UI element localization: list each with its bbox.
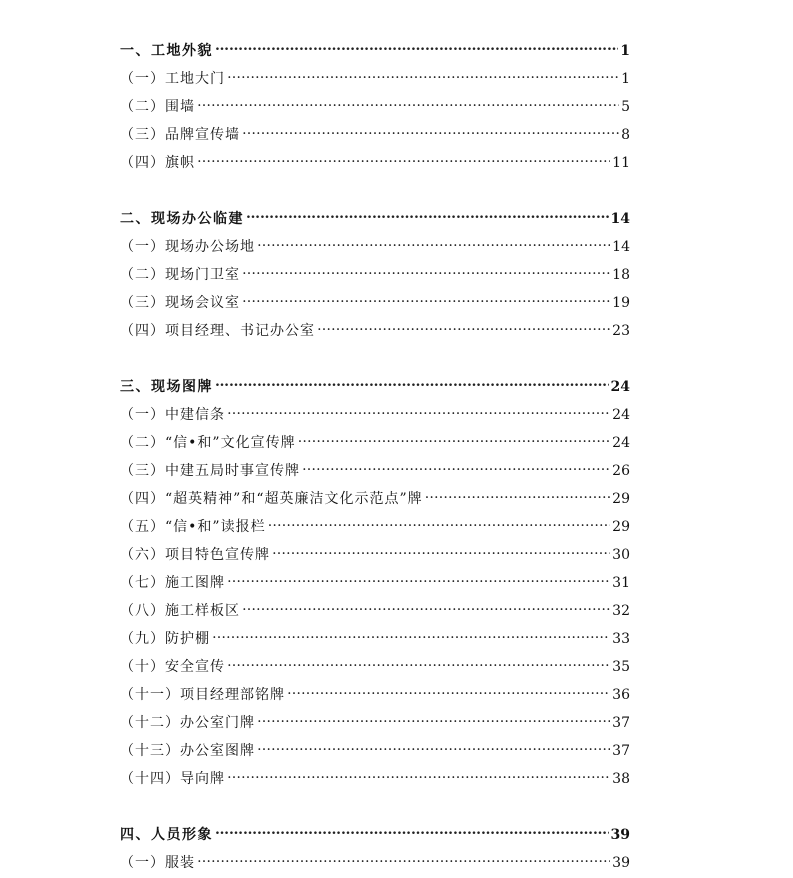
- leader-dots: [257, 737, 610, 755]
- toc-page-number: 1: [620, 43, 630, 59]
- toc-entry[interactable]: [120, 149, 630, 172]
- toc-label: （四）旗帜: [120, 155, 195, 171]
- toc-page-number: 19: [612, 295, 630, 311]
- toc-entry[interactable]: [120, 569, 630, 592]
- toc-label: （十一）项目经理部铭牌: [120, 687, 285, 703]
- toc-page-number: 26: [612, 463, 630, 479]
- toc-label: （九）防护棚: [120, 631, 210, 647]
- toc-entry[interactable]: [120, 681, 630, 704]
- toc-page-number: 36: [612, 687, 630, 703]
- toc-page-number: 37: [612, 715, 630, 731]
- toc-entry[interactable]: [120, 93, 630, 116]
- toc-label: （五）“信•和”读报栏: [120, 519, 266, 535]
- leader-dots: [257, 709, 610, 727]
- toc-label: （十）安全宣传: [120, 659, 225, 675]
- toc-page-number: 1: [621, 71, 630, 87]
- leader-dots: [257, 233, 610, 251]
- toc-label: （一）中建信条: [120, 407, 225, 423]
- leader-dots: [272, 541, 610, 559]
- leader-dots: [246, 205, 609, 223]
- toc-label: （四）“超英精神”和“超英廉洁文化示范点”牌: [120, 491, 423, 507]
- toc-page-number: 38: [612, 771, 630, 787]
- toc-heading-3[interactable]: [120, 373, 630, 396]
- toc-label: （一）服装: [120, 855, 195, 871]
- toc-page-number: 29: [612, 519, 630, 535]
- toc-page-number: 14: [610, 211, 630, 227]
- toc-page-number: 32: [612, 603, 630, 619]
- toc-label: 四、人员形象: [120, 827, 213, 843]
- toc-label: （三）品牌宣传墙: [120, 127, 240, 143]
- toc-label: （十三）办公室图牌: [120, 743, 255, 759]
- toc-heading-4[interactable]: [120, 821, 630, 844]
- leader-dots: [215, 821, 609, 839]
- toc-label: （十二）办公室门牌: [120, 715, 255, 731]
- leader-dots: [242, 261, 610, 279]
- leader-dots: [197, 849, 610, 867]
- toc-entry[interactable]: [120, 429, 630, 452]
- leader-dots: [212, 625, 610, 643]
- toc-entry[interactable]: [120, 765, 630, 788]
- toc-label: （三）中建五局时事宣传牌: [120, 463, 300, 479]
- toc-label: （二）围墙: [120, 99, 195, 115]
- toc-page-number: 8: [621, 127, 630, 143]
- leader-dots: [227, 65, 619, 83]
- leader-dots: [227, 765, 610, 783]
- leader-dots: [197, 93, 619, 111]
- toc-entry[interactable]: [120, 541, 630, 564]
- toc-entry[interactable]: [120, 709, 630, 732]
- toc-page-number: 35: [612, 659, 630, 675]
- leader-dots: [298, 429, 611, 447]
- leader-dots: [242, 289, 610, 307]
- toc-page-number: 37: [612, 743, 630, 759]
- toc-heading-1[interactable]: [120, 37, 630, 60]
- leader-dots: [242, 121, 619, 139]
- toc-label: （六）项目特色宣传牌: [120, 547, 270, 563]
- toc-page-number: 24: [610, 379, 630, 395]
- toc-entry[interactable]: [120, 261, 630, 284]
- leader-dots: [302, 457, 610, 475]
- toc-label: （十四）导向牌: [120, 771, 225, 787]
- toc-page-number: 30: [612, 547, 630, 563]
- toc-page-number: 31: [612, 575, 630, 591]
- toc-label: （二）现场门卫室: [120, 267, 240, 283]
- toc-entry[interactable]: [120, 317, 630, 340]
- leader-dots: [215, 373, 609, 391]
- leader-dots: [227, 569, 610, 587]
- toc-label: 一、工地外貌: [120, 43, 213, 59]
- toc-page-number: 33: [612, 631, 630, 647]
- toc-page-number: 14: [612, 239, 630, 255]
- toc-label: 二、现场办公临建: [120, 211, 244, 227]
- toc-page-number: 39: [610, 827, 630, 843]
- toc-page-number: 24: [612, 435, 630, 451]
- leader-dots: [268, 513, 611, 531]
- toc-page-number: 5: [621, 99, 630, 115]
- toc-label: （三）现场会议室: [120, 295, 240, 311]
- toc-entry[interactable]: [120, 513, 630, 536]
- toc-entry[interactable]: [120, 289, 630, 312]
- toc-label: 三、现场图牌: [120, 379, 213, 395]
- toc-entry[interactable]: [120, 65, 630, 88]
- leader-dots: [197, 149, 610, 167]
- leader-dots: [215, 37, 618, 55]
- toc-label: （四）项目经理、书记办公室: [120, 323, 315, 339]
- toc-entry[interactable]: [120, 121, 630, 144]
- toc-label: （八）施工样板区: [120, 603, 240, 619]
- toc-entry[interactable]: [120, 233, 630, 256]
- leader-dots: [425, 485, 611, 503]
- toc-page-number: 24: [612, 407, 630, 423]
- toc-entry[interactable]: [120, 457, 630, 480]
- toc-label: （七）施工图牌: [120, 575, 225, 591]
- toc-page-number: 29: [612, 491, 630, 507]
- toc-entry[interactable]: [120, 653, 630, 676]
- toc-label: （一）现场办公场地: [120, 239, 255, 255]
- toc-page-number: 11: [612, 155, 630, 171]
- toc-entry[interactable]: [120, 401, 630, 424]
- toc-page-number: 23: [612, 323, 630, 339]
- toc-label: （二）“信•和”文化宣传牌: [120, 435, 296, 451]
- toc-entry[interactable]: [120, 625, 630, 648]
- toc-heading-2[interactable]: [120, 205, 630, 228]
- toc-page-number: 39: [612, 855, 630, 871]
- leader-dots: [227, 653, 610, 671]
- leader-dots: [242, 597, 610, 615]
- leader-dots: [227, 401, 610, 419]
- toc-entry[interactable]: [120, 849, 630, 872]
- toc-entry[interactable]: [120, 597, 630, 620]
- leader-dots: [287, 681, 610, 699]
- toc-label: （一）工地大门: [120, 71, 225, 87]
- toc-entry[interactable]: [120, 485, 630, 508]
- toc-page-number: 18: [612, 267, 630, 283]
- leader-dots: [317, 317, 610, 335]
- toc-entry[interactable]: [120, 737, 630, 760]
